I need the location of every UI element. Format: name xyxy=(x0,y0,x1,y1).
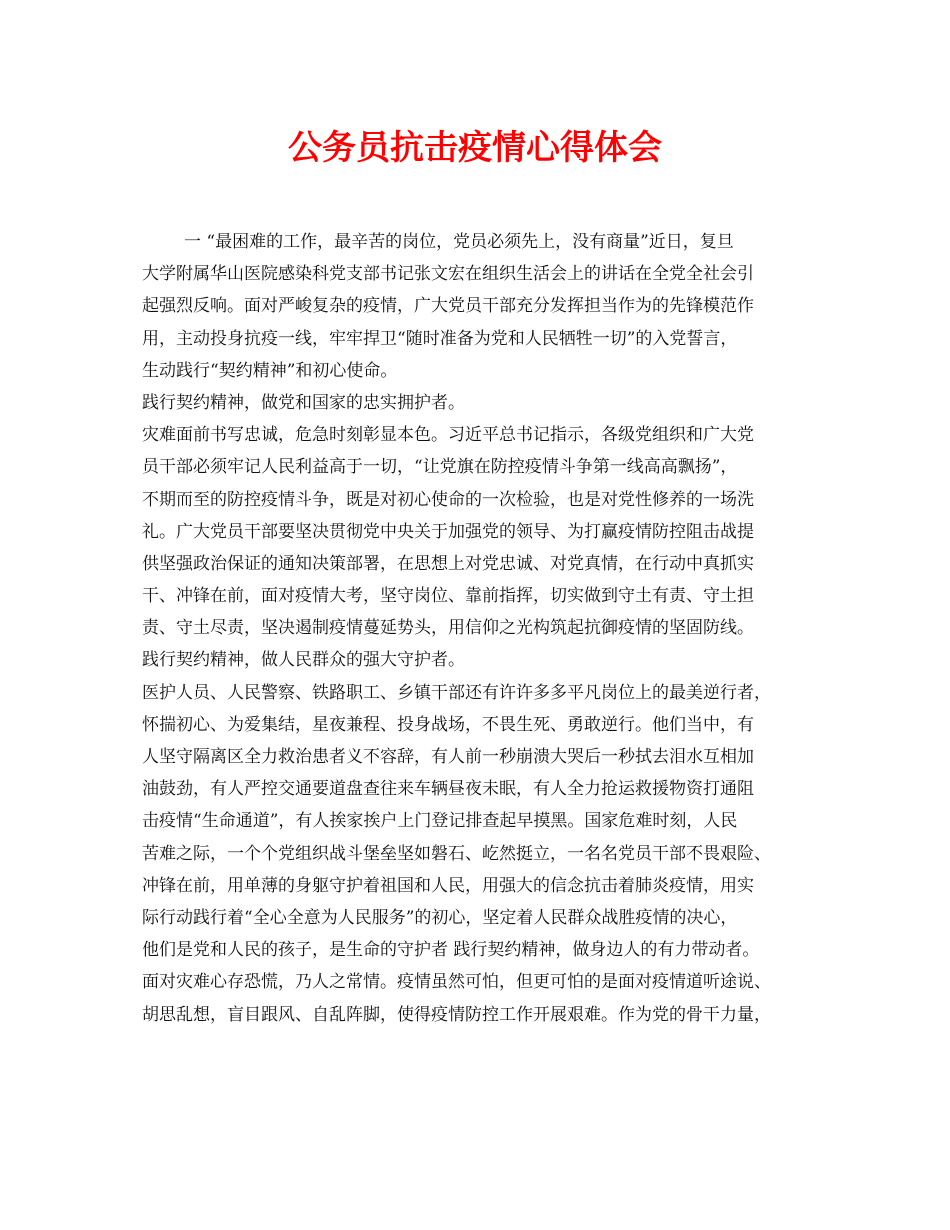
document-body xyxy=(142,226,842,1031)
body-line: 员干部必须牢记人民利益高于一切，“让党旗在防控疫情斗争第一线高高飘扬”， xyxy=(142,457,738,478)
section-heading: 践行契约精神，做党和国家的忠实拥护者。 xyxy=(142,392,465,413)
document-title: 公务员抗击疫情心得体会 xyxy=(288,128,662,168)
body-line: 油鼓劲，有人严控交通要道盘查往来车辆昼夜未眠，有人全力抢运救援物资打通阻 xyxy=(142,779,754,800)
body-line: 干、冲锋在前，面对疫情大考，坚守岗位、靠前指挥，切实做到守土有责、守土担 xyxy=(142,586,754,607)
body-line: 不期而至的防控疫情斗争，既是对初心使命的一次检验，也是对党性修养的一场洗 xyxy=(142,489,754,510)
body-line: 责、守土尽责，坚决遏制疫情蔓延势头，用信仰之光构筑起抗御疫情的坚固防线。 xyxy=(142,618,754,639)
body-line: 医护人员、人民警察、铁路职工、乡镇干部还有许许多多平凡岗位上的最美逆行者， xyxy=(142,682,771,703)
body-line: 供坚强政治保证的通知决策部署，在思想上对党忠诚、对党真情，在行动中真抓实 xyxy=(142,553,754,574)
body-line: 击疫情“生命通道”，有人挨家挨户上门登记排查起早摸黑。国家危难时刻，人民 xyxy=(142,811,738,832)
body-line: 他们是党和人民的孩子，是生命的守护者 践行契约精神，做身边人的有力带动者。 xyxy=(142,940,760,961)
body-line: 用，主动投身抗疫一线，牢牢捍卫“随时准备为党和人民牺牲一切”的入党誓言， xyxy=(142,328,738,349)
body-line: 面对灾难心存恐慌，乃人之常情。疫情虽然可怕，但更可怕的是面对疫情道听途说、 xyxy=(142,972,771,993)
body-line: 一 “最困难的工作，最辛苦的岗位，党员必须先上，没有商量”近日，复旦 xyxy=(184,232,734,252)
body-line: 灾难面前书写忠诚，危急时刻彰显本色。习近平总书记指示，各级党组织和广大党 xyxy=(142,425,754,446)
body-line: 人坚守隔离区全力救治患者义不容辞，有人前一秒崩溃大哭后一秒拭去泪水互相加 xyxy=(142,747,754,767)
body-line: 苦难之际，一个个党组织战斗堡垒坚如磐石、屹然挺立，一名名党员干部不畏艰险、 xyxy=(142,843,771,864)
section-heading: 践行契约精神，做人民群众的强大守护者。 xyxy=(142,650,465,671)
body-line: 冲锋在前，用单薄的身躯守护着祖国和人民，用强大的信念抗击着肺炎疫情，用实 xyxy=(142,875,754,896)
body-line: 胡思乱想，盲目跟风、自乱阵脚，使得疫情防控工作开展艰难。作为党的骨干力量， xyxy=(142,1004,771,1025)
body-line: 大学附属华山医院感染科党支部书记张文宏在组织生活会上的讲话在全党全社会引 xyxy=(142,264,754,285)
body-line: 起强烈反响。面对严峻复杂的疫情，广大党员干部充分发挥担当作为的先锋模范作 xyxy=(142,296,754,317)
body-line: 生动践行“契约精神”和初心使命。 xyxy=(142,360,398,381)
body-line: 礼。广大党员干部要坚决贯彻党中央关于加强党的领导、为打赢疫情防控阻击战提 xyxy=(142,521,754,542)
body-line: 际行动践行着“全心全意为人民服务”的初心，坚定着人民群众战胜疫情的决心， xyxy=(142,907,738,928)
body-line: 怀揣初心、为爱集结，星夜兼程、投身战场，不畏生死、勇敢逆行。他们当中，有 xyxy=(142,714,754,735)
